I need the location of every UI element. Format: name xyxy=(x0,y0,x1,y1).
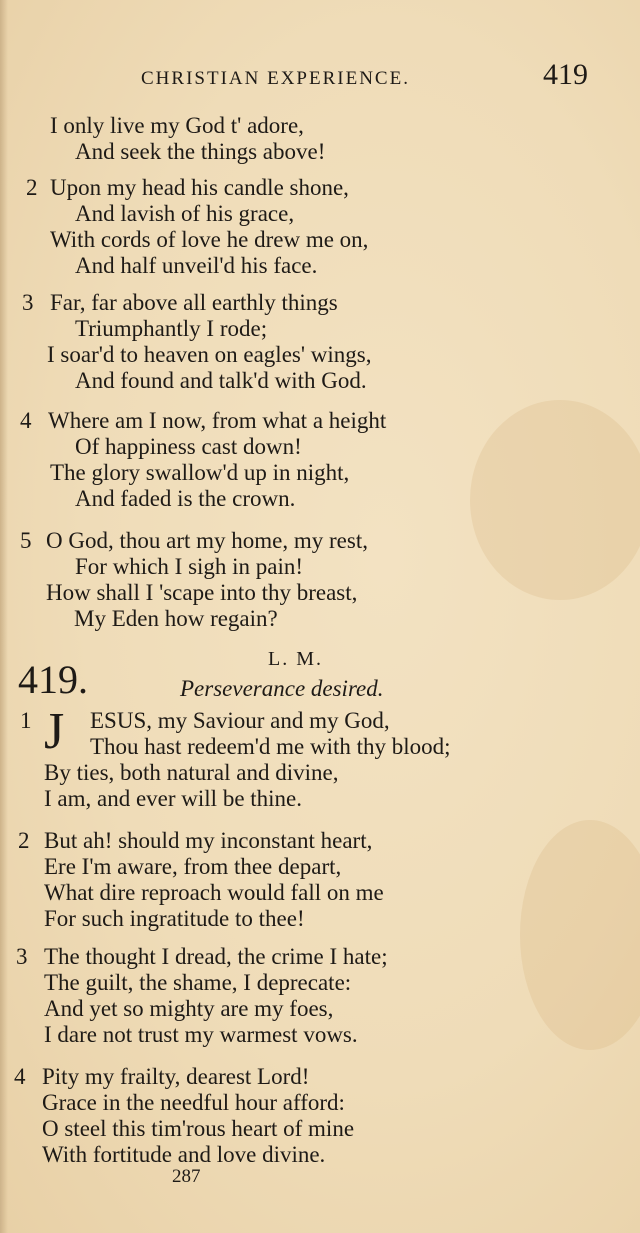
hymn-meter: L. M. xyxy=(268,648,323,670)
verse-line: ESUS, my Saviour and my God, xyxy=(90,708,390,733)
verse-number: 4 xyxy=(14,1064,26,1089)
hymn-title: Perseverance desired. xyxy=(180,676,384,701)
verse-number: 1 xyxy=(20,708,32,733)
verse-line: For such ingratitude to thee! xyxy=(44,906,305,931)
verse-line: I am, and ever will be thine. xyxy=(44,786,303,811)
verse-line: But ah! should my inconstant heart, xyxy=(44,828,373,853)
verse-line: And yet so mighty are my foes, xyxy=(44,996,334,1021)
verse-line: And found and talk'd with God. xyxy=(75,368,367,393)
verse-line: And lavish of his grace, xyxy=(75,201,295,226)
verse-line: Ere I'm aware, from thee depart, xyxy=(44,854,342,879)
verse-number: 4 xyxy=(20,408,32,433)
verse-line: O steel this tim'rous heart of mine xyxy=(42,1116,355,1141)
verse-number: 5 xyxy=(20,528,32,553)
verse-line: By ties, both natural and divine, xyxy=(44,760,339,785)
verse-line: Pity my frailty, dearest Lord! xyxy=(42,1064,310,1089)
verse-line: My Eden how regain? xyxy=(74,606,278,631)
verse-line: Far, far above all earthly things xyxy=(50,290,338,315)
verse-line: How shall I 'scape into thy breast, xyxy=(46,580,358,605)
verse-line: What dire reproach would fall on me xyxy=(44,880,384,905)
verse-line: Thou hast redeem'd me with thy blood; xyxy=(90,734,451,759)
verse-number: 3 xyxy=(16,944,28,969)
page-number: 419 xyxy=(543,58,588,91)
drop-cap: J xyxy=(44,703,65,760)
verse-line: And half unveil'd his face. xyxy=(75,253,318,278)
running-head: CHRISTIAN EXPERIENCE. xyxy=(141,68,410,89)
signature-mark: 287 xyxy=(172,1166,201,1187)
verse-line: Where am I now, from what a height xyxy=(48,408,387,433)
paper-stain xyxy=(470,400,640,600)
verse-number: 2 xyxy=(26,175,38,200)
verse-line: Grace in the needful hour afford: xyxy=(42,1090,345,1115)
verse-line: The glory swallow'd up in night, xyxy=(50,460,350,485)
verse-line: And faded is the crown. xyxy=(75,486,296,511)
verse-line: Of happiness cast down! xyxy=(75,434,302,459)
paper-stain xyxy=(520,820,640,1050)
verse-line: With fortitude and love divine. xyxy=(42,1142,326,1167)
verse-number: 2 xyxy=(18,828,30,853)
hymn-number: 419. xyxy=(18,657,88,702)
verse-line: For which I sigh in pain! xyxy=(75,554,304,579)
verse-line: With cords of love he drew me on, xyxy=(50,227,369,252)
verse-line: The guilt, the shame, I deprecate: xyxy=(44,970,352,995)
page-edge xyxy=(0,0,8,1233)
verse-line: The thought I dread, the crime I hate; xyxy=(44,944,388,969)
verse-line: And seek the things above! xyxy=(75,139,326,164)
verse-number: 3 xyxy=(22,290,34,315)
verse-line: I soar'd to heaven on eagles' wings, xyxy=(47,342,372,367)
verse-line: O God, thou art my home, my rest, xyxy=(46,528,368,553)
verse-line: Upon my head his candle shone, xyxy=(50,175,349,200)
verse-line: Triumphantly I rode; xyxy=(75,316,268,341)
verse-line: I dare not trust my warmest vows. xyxy=(44,1022,358,1047)
verse-line: I only live my God t' adore, xyxy=(50,113,304,138)
